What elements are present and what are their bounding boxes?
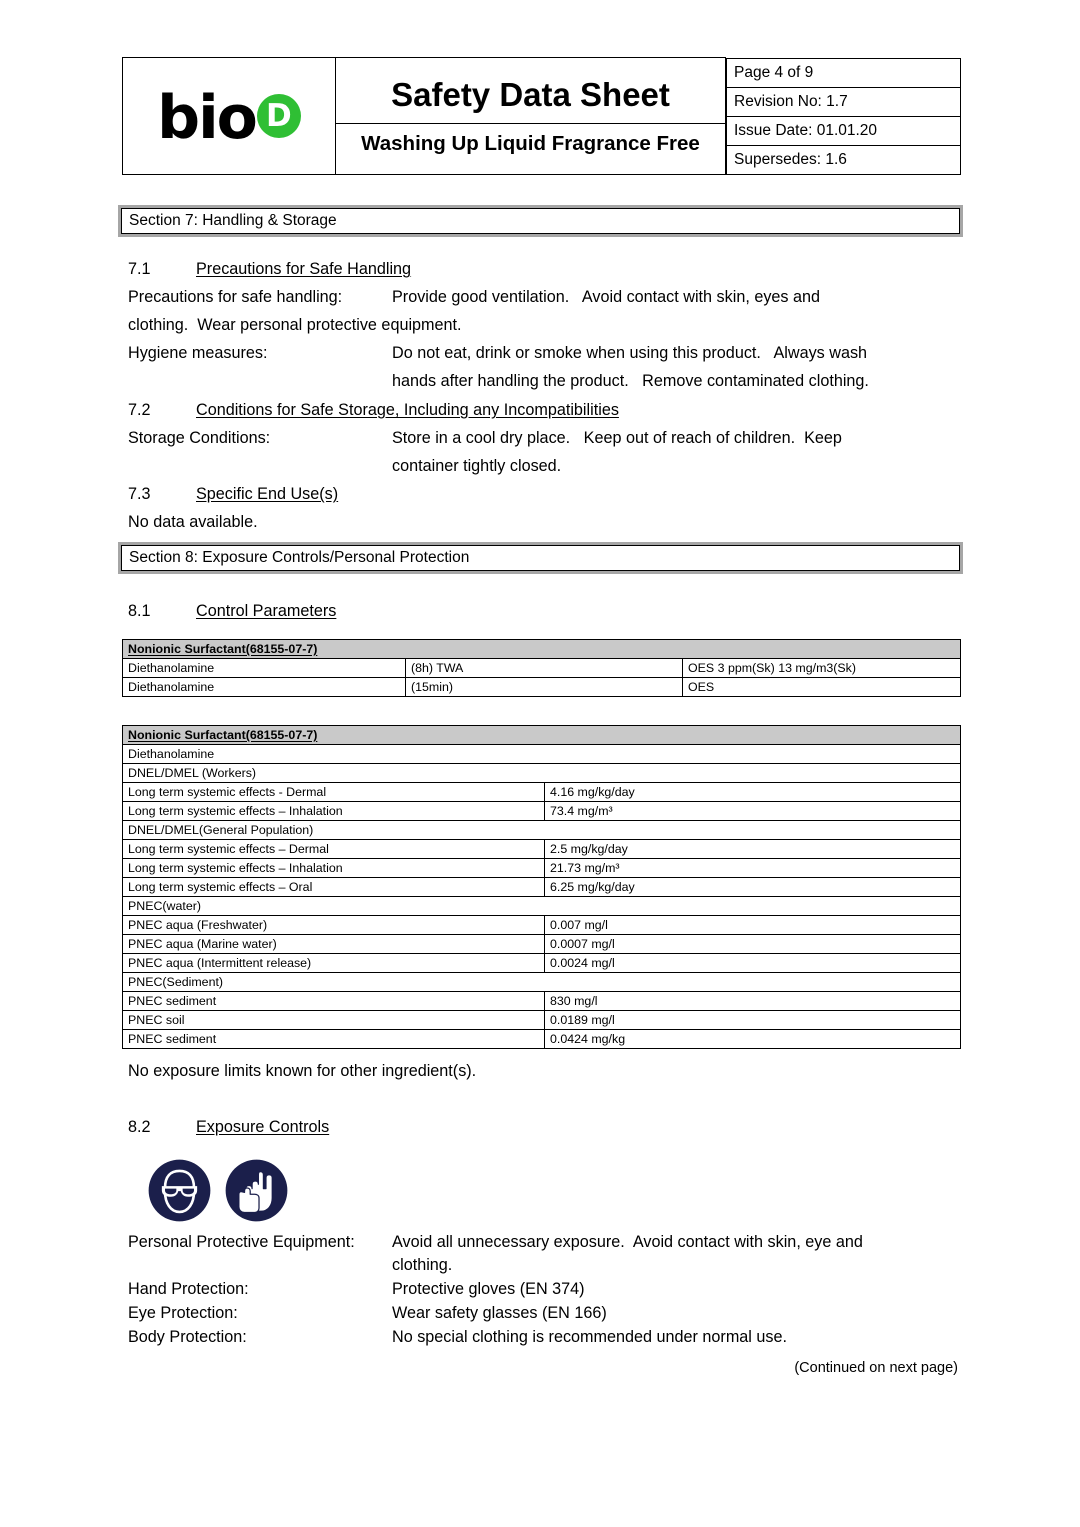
eye-protection-pictogram-icon: [148, 1159, 211, 1222]
cell-parameter: Long term systemic effects – Inhalation: [123, 802, 545, 821]
table-row: [123, 840, 961, 859]
value-storage-line2: container tightly closed.: [392, 457, 562, 475]
table-row: [123, 821, 961, 840]
title-cell: [336, 58, 726, 175]
value-precautions-line1: Provide good ventilation. Avoid contact with skin, eyes and: [392, 288, 821, 306]
dnel-pnec-table-body: [123, 726, 961, 1049]
no-exposure-limits-note: No exposure limits known for other ingredient(s).: [128, 1062, 477, 1080]
cell-value: 21.73 mg/m³: [545, 859, 961, 878]
cell-parameter: Diethanolamine: [123, 745, 961, 764]
section-8-label: Section 8: Exposure Controls/Personal Protection: [129, 549, 470, 567]
cell-substance: Diethanolamine: [123, 678, 406, 697]
cell-parameter: PNEC aqua (Marine water): [123, 935, 545, 954]
table-row: [123, 897, 961, 916]
table-row: [123, 954, 961, 973]
cell-value: 0.007 mg/l: [545, 916, 961, 935]
cell-value: 4.16 mg/kg/day: [545, 783, 961, 802]
clause-number-7-2: 7.2: [128, 401, 151, 419]
label-personal-protective-equipment: Personal Protective Equipment:: [128, 1233, 355, 1251]
cell-exposure-period: (15min): [406, 678, 683, 697]
cell-value: 0.0189 mg/l: [545, 1011, 961, 1030]
logo-wordmark: bio: [157, 83, 256, 153]
clause-number-7-1: 7.1: [128, 260, 151, 278]
section-8-header: [118, 542, 963, 574]
label-hand-protection: Hand Protection:: [128, 1280, 249, 1298]
meta-cell: [726, 58, 961, 175]
table-row: [123, 764, 961, 783]
dnel-pnec-table: [122, 725, 961, 1049]
ppe-pictogram-group: [148, 1159, 288, 1222]
clause-heading-8-2: Exposure Controls: [196, 1118, 330, 1136]
logo-d-badge-icon: D: [257, 94, 301, 138]
cell-parameter: PNEC aqua (Intermittent release): [123, 954, 545, 973]
oes-table-header-cell: Nonionic Surfactant(68155-07-7): [123, 640, 961, 659]
cell-parameter: Long term systemic effects – Dermal: [123, 840, 545, 859]
table-row: [123, 659, 961, 678]
table-row: [123, 992, 961, 1011]
table-row: [123, 745, 961, 764]
document-header: [122, 57, 961, 175]
page-title: Safety Data Sheet: [336, 67, 725, 124]
table-row: [123, 973, 961, 992]
cell-parameter: PNEC(Sediment): [123, 973, 961, 992]
table-row: [123, 678, 961, 697]
cell-value: 0.0024 mg/l: [545, 954, 961, 973]
cell-substance: Diethanolamine: [123, 659, 406, 678]
clause-heading-7-1: Precautions for Safe Handling: [196, 260, 412, 278]
clause-heading-7-2: Conditions for Safe Storage, Including any Incompatibilities: [196, 401, 619, 419]
table-row: [123, 916, 961, 935]
cell-limit-value: OES 3 ppm(Sk) 13 mg/m3(Sk): [683, 659, 961, 678]
hand-protection-pictogram-icon: [225, 1159, 288, 1222]
control-parameters-oes-table: [122, 639, 961, 697]
table-row: [123, 1030, 961, 1049]
meta-issue-date: Issue Date: 01.01.20: [727, 117, 960, 146]
value-ppe-line2: clothing.: [392, 1256, 453, 1274]
value-hygiene-line2: hands after handling the product. Remove contaminated clothing.: [392, 372, 869, 390]
cell-exposure-period: (8h) TWA: [406, 659, 683, 678]
label-eye-protection: Eye Protection:: [128, 1304, 238, 1322]
cell-value: 6.25 mg/kg/day: [545, 878, 961, 897]
cell-value: 0.0007 mg/l: [545, 935, 961, 954]
value-storage-line1: Store in a cool dry place. Keep out of reach of children. Keep: [392, 429, 842, 447]
label-storage-conditions: Storage Conditions:: [128, 429, 271, 447]
value-hand-protection: Protective gloves (EN 374): [392, 1280, 585, 1298]
value-precautions-line2: clothing. Wear personal protective equipment.: [128, 316, 462, 334]
cell-parameter: PNEC soil: [123, 1011, 545, 1030]
cell-parameter: PNEC aqua (Freshwater): [123, 916, 545, 935]
table-row: [123, 802, 961, 821]
clause-number-7-3: 7.3: [128, 485, 151, 503]
table-row: [123, 935, 961, 954]
cell-value: 830 mg/l: [545, 992, 961, 1011]
oes-table-body: [123, 640, 961, 697]
section-7-label: Section 7: Handling & Storage: [129, 212, 337, 230]
cell-value: 0.0424 mg/kg: [545, 1030, 961, 1049]
product-name: Washing Up Liquid Fragrance Free: [361, 132, 700, 155]
value-specific-end-uses: No data available.: [128, 513, 258, 531]
dnel-table-header-cell: Nonionic Surfactant(68155-07-7): [123, 726, 961, 745]
cell-parameter: DNEL/DMEL(General Population): [123, 821, 961, 840]
cell-value: 73.4 mg/m³: [545, 802, 961, 821]
cell-parameter: PNEC sediment: [123, 992, 545, 1011]
meta-page-number: Page 4 of 9: [727, 59, 960, 88]
cell-parameter: DNEL/DMEL (Workers): [123, 764, 961, 783]
cell-parameter: Long term systemic effects - Dermal: [123, 783, 545, 802]
clause-heading-8-1: Control Parameters: [196, 602, 337, 620]
cell-parameter: Long term systemic effects – Oral: [123, 878, 545, 897]
meta-revision: Revision No: 1.7: [727, 88, 960, 117]
label-body-protection: Body Protection:: [128, 1328, 247, 1346]
table-header-row: [123, 726, 961, 745]
label-precautions-safe-handling: Precautions for safe handling:: [128, 288, 343, 306]
table-row: [123, 878, 961, 897]
cell-parameter: Long term systemic effects – Inhalation: [123, 859, 545, 878]
meta-supersedes: Supersedes: 1.6: [727, 146, 960, 175]
label-hygiene-measures: Hygiene measures:: [128, 344, 268, 362]
section-7-header: [118, 205, 963, 237]
table-row: [123, 783, 961, 802]
cell-limit-value: OES: [683, 678, 961, 697]
value-eye-protection: Wear safety glasses (EN 166): [392, 1304, 607, 1322]
cell-parameter: PNEC(water): [123, 897, 961, 916]
clause-number-8-2: 8.2: [128, 1118, 151, 1136]
value-ppe-line1: Avoid all unnecessary exposure. Avoid contact with skin, eye and: [392, 1233, 863, 1251]
table-row: [123, 859, 961, 878]
clause-number-8-1: 8.1: [128, 602, 151, 620]
continued-footer-note: (Continued on next page): [794, 1360, 958, 1376]
logo-cell: [123, 58, 336, 175]
brand-logo: [123, 58, 335, 174]
clause-heading-7-3: Specific End Use(s): [196, 485, 339, 503]
value-hygiene-line1: Do not eat, drink or smoke when using this product. Always wash: [392, 344, 868, 362]
cell-value: 2.5 mg/kg/day: [545, 840, 961, 859]
cell-parameter: PNEC sediment: [123, 1030, 545, 1049]
value-body-protection: No special clothing is recommended under normal use.: [392, 1328, 787, 1346]
table-row: [123, 1011, 961, 1030]
table-header-row: [123, 640, 961, 659]
